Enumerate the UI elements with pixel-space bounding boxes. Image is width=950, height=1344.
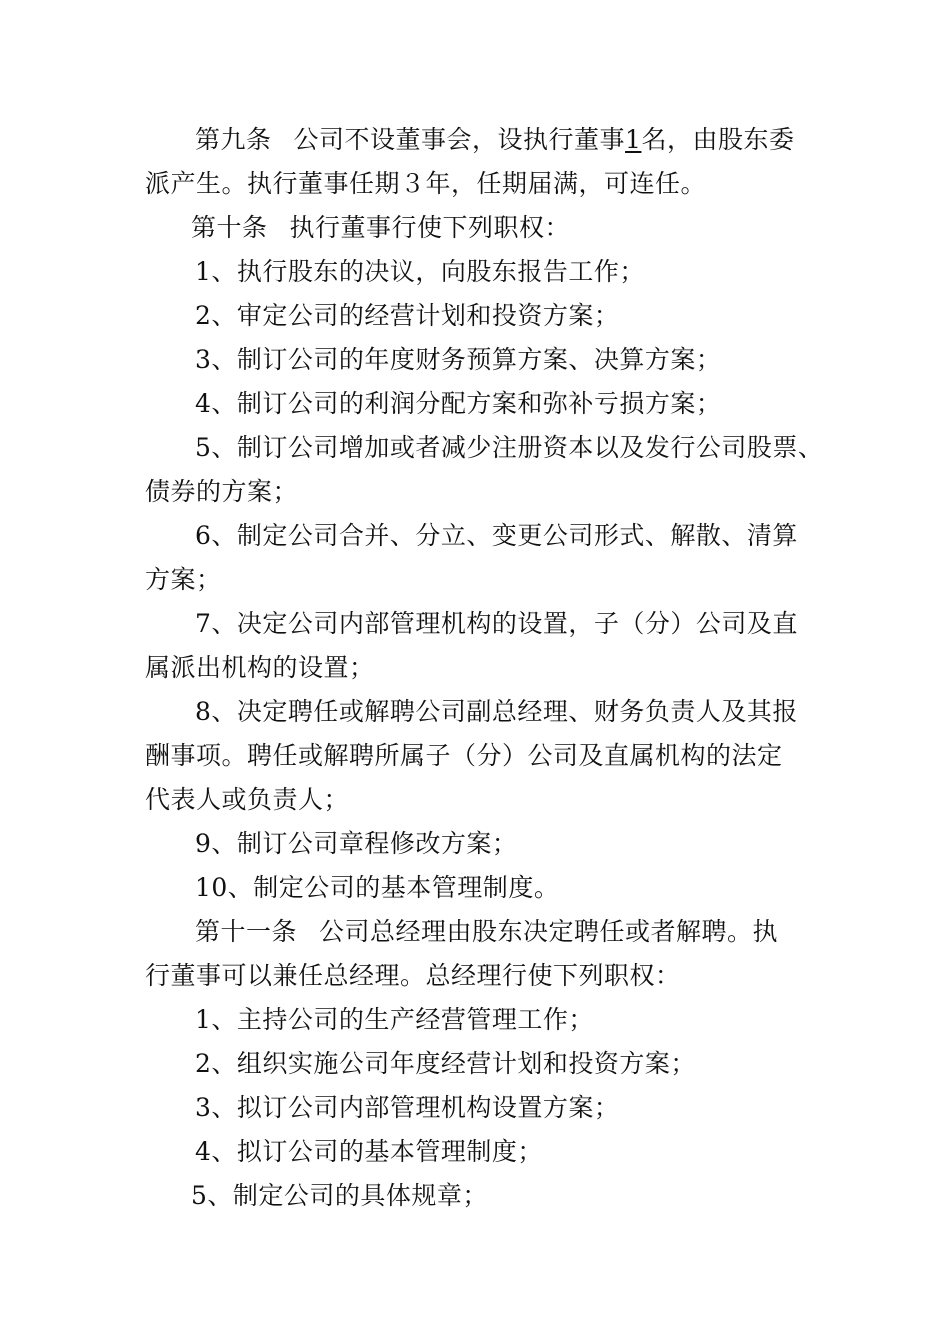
article-10-item-2: 2、审定公司的经营计划和投资方案； <box>195 301 620 330</box>
article-10-intro: 执行董事行使下列职权： <box>289 213 571 242</box>
article-11-item-1: 1、主持公司的生产经营管理工作； <box>195 1005 594 1034</box>
article-11-heading: 第十一条 <box>195 917 298 946</box>
article-9-text-a: 公司不设董事会，设执行董事 <box>293 125 626 154</box>
article-10-item-5: 5、制订公司增加或者减少注册资本以及发行公司股票、 <box>195 433 824 462</box>
article-9-text-b: 名，由股东委 <box>641 125 795 154</box>
article-11-item-2: 2、组织实施公司年度经营计划和投资方案； <box>195 1049 696 1078</box>
article-11-text: 公司总经理由股东决定聘任或者解聘。执 <box>319 917 779 946</box>
article-10-item-6: 6、制定公司合并、分立、变更公司形式、解散、清算 <box>195 521 798 550</box>
article-10-item-8-cont-1: 酬事项。聘任或解聘所属子（分）公司及直属机构的法定 <box>145 741 783 770</box>
article-10-item-9: 9、制订公司章程修改方案； <box>195 829 518 858</box>
article-10-heading: 第十条 <box>191 213 268 242</box>
article-10-item-6-cont: 方案； <box>145 565 222 594</box>
article-9-line-2: 派产生。执行董事任期３年，任期届满，可连任。 <box>145 169 707 198</box>
article-11-item-5: 5、制定公司的具体规章； <box>191 1181 488 1210</box>
article-11-item-3: 3、拟订公司内部管理机构设置方案； <box>195 1093 620 1122</box>
article-11-line-2: 行董事可以兼任总经理。总经理行使下列职权： <box>145 961 681 990</box>
article-9-heading: 第九条 <box>195 125 272 154</box>
article-10-item-5-cont: 债券的方案； <box>145 477 299 506</box>
article-10-item-7-cont: 属派出机构的设置； <box>145 653 375 682</box>
article-10-item-7: 7、决定公司内部管理机构的设置，子（分）公司及直 <box>195 609 798 638</box>
article-10-item-10: 10、制定公司的基本管理制度。 <box>195 873 560 902</box>
article-10-heading-line <box>191 212 570 244</box>
article-10-item-1: 1、执行股东的决议，向股东报告工作； <box>195 257 645 286</box>
article-10-item-4: 4、制订公司的利润分配方案和弥补亏损方案； <box>195 389 722 418</box>
article-10-item-8-cont-2: 代表人或负责人； <box>145 785 350 814</box>
article-11-line-1 <box>195 916 778 948</box>
article-9-line-1 <box>195 124 794 156</box>
director-count: 1 <box>625 125 642 154</box>
article-10-item-3: 3、制订公司的年度财务预算方案、决算方案； <box>195 345 722 374</box>
article-10-item-8: 8、决定聘任或解聘公司副总经理、财务负责人及其报 <box>195 697 798 726</box>
article-11-item-4: 4、拟订公司的基本管理制度； <box>195 1137 543 1166</box>
